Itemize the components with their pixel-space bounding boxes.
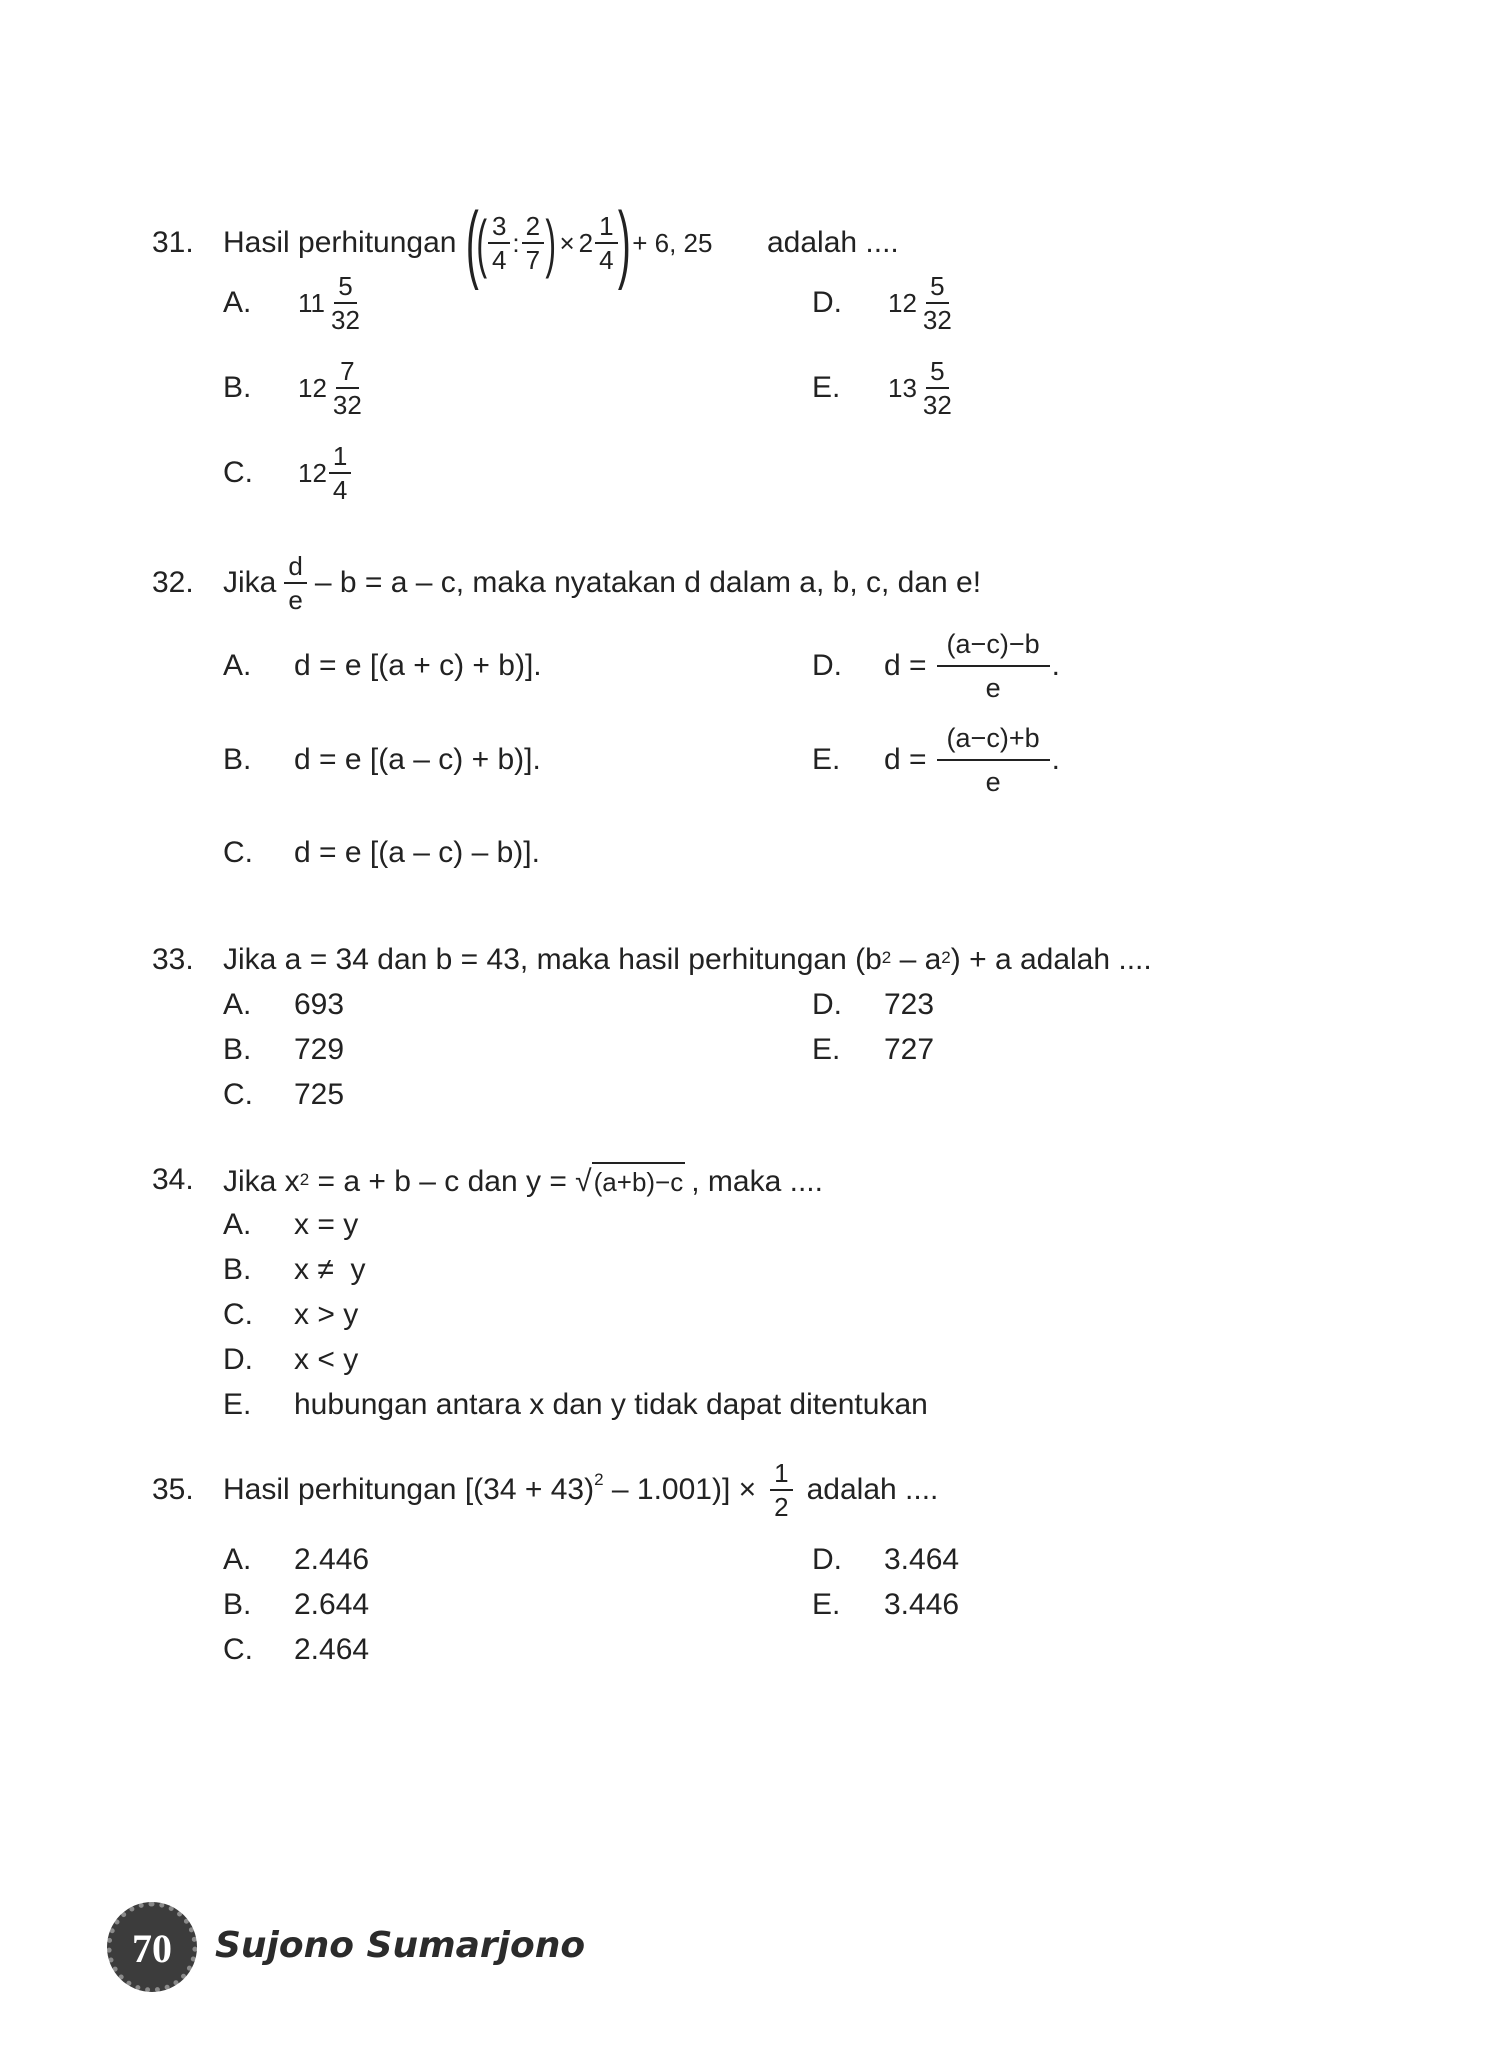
option-letter: D. bbox=[812, 1543, 842, 1576]
option-b[interactable]: 12 $\frac{7}{32}$ bbox=[298, 356, 362, 420]
option-letter: A. bbox=[223, 1543, 252, 1576]
option-e[interactable]: 3.446 bbox=[884, 1588, 960, 1621]
option-a[interactable]: d = e [(a + c) + b)]. bbox=[294, 649, 542, 682]
option-c[interactable]: 2.464 bbox=[294, 1633, 370, 1666]
question-number: 32. bbox=[152, 566, 194, 599]
question-text: Jika a = 34 dan b = 43, maka hasil perhitungan $(b^2 - a^2) + a$ adalah .... bbox=[223, 943, 1152, 976]
option-e[interactable]: d = $\frac{(a-c)+b}{e}$ . bbox=[884, 723, 1060, 797]
fraction: $\frac{d}{e}$ bbox=[284, 552, 306, 614]
option-letter: C. bbox=[223, 456, 253, 489]
option-c[interactable]: 725 bbox=[294, 1078, 345, 1111]
option-e[interactable]: hubungan antara x dan y tidak dapat ditentukan bbox=[294, 1388, 928, 1421]
fraction: $\frac{1}{4}$ bbox=[595, 212, 617, 274]
question-number: 33. bbox=[152, 943, 194, 976]
fraction: $\frac{3}{4}$ bbox=[488, 212, 510, 274]
option-e[interactable]: 13 $\frac{5}{32}$ bbox=[888, 356, 952, 420]
option-d[interactable]: x < y bbox=[294, 1343, 359, 1376]
question-number: 31. bbox=[152, 226, 194, 259]
option-letter: D. bbox=[812, 649, 842, 682]
option-a[interactable]: 2.446 bbox=[294, 1543, 370, 1576]
square-root: √ (a+b)−c bbox=[575, 1162, 685, 1200]
question-number: 35. bbox=[152, 1473, 194, 1506]
author-name: Sujono Sumarjono bbox=[215, 1925, 586, 1966]
option-a[interactable]: x = y bbox=[294, 1208, 359, 1241]
page-number: 70 bbox=[132, 1926, 172, 1971]
option-b[interactable]: d = e [(a – c) + b)]. bbox=[294, 743, 541, 776]
question-text: Jika x $^2$ = a + b – c dan y = √ (a+b)−c , maka .... bbox=[223, 1162, 823, 1200]
option-letter: B. bbox=[223, 1253, 252, 1286]
question-text: Hasil perhitungan [(34 + 43) $^2$ – 1.001)] × $\frac{1}{2}$ adalah .... bbox=[223, 1458, 939, 1522]
option-c[interactable]: d = e [(a – c) – b)]. bbox=[294, 836, 540, 869]
option-letter: B. bbox=[223, 743, 252, 776]
option-b[interactable]: 2.644 bbox=[294, 1588, 370, 1621]
option-letter: E. bbox=[812, 1588, 841, 1621]
fraction: $\frac{2}{7}$ bbox=[522, 212, 544, 274]
page-number-badge bbox=[107, 1902, 197, 1992]
option-d[interactable]: 723 bbox=[884, 988, 935, 1021]
option-letter: D. bbox=[223, 1343, 253, 1376]
option-letter: B. bbox=[223, 371, 252, 404]
question-text: Jika $\frac{d}{e}$ – b = a – c, maka nyatakan d dalam a, b, c, dan e! bbox=[223, 551, 982, 615]
question-suffix: adalah .... bbox=[767, 226, 899, 259]
fraction: $\frac{1}{2}$ bbox=[770, 1459, 792, 1521]
math-expression: ( ( $\frac{3}{4}$ : $\frac{2}{7}$ ) × 2 $\frac{1}{4}$ ) + 6, 25 bbox=[465, 195, 713, 291]
option-letter: C. bbox=[223, 836, 253, 869]
option-letter: A. bbox=[223, 649, 252, 682]
question-prefix: Hasil perhitungan bbox=[223, 226, 457, 259]
option-letter: C. bbox=[223, 1633, 253, 1666]
option-letter: E. bbox=[812, 743, 841, 776]
option-d[interactable]: 12 $\frac{5}{32}$ bbox=[888, 271, 952, 335]
option-letter: E. bbox=[812, 371, 841, 404]
option-e[interactable]: 727 bbox=[884, 1033, 935, 1066]
option-letter: D. bbox=[812, 988, 842, 1021]
option-b[interactable]: x ≠ y bbox=[294, 1253, 366, 1286]
option-letter: A. bbox=[223, 988, 252, 1021]
option-a[interactable]: 11 $\frac{5}{32}$ bbox=[298, 271, 360, 335]
option-letter: C. bbox=[223, 1078, 253, 1111]
option-letter: D. bbox=[812, 286, 842, 319]
option-letter: B. bbox=[223, 1588, 252, 1621]
question-number: 34. bbox=[152, 1163, 194, 1196]
option-b[interactable]: 729 bbox=[294, 1033, 345, 1066]
option-letter: C. bbox=[223, 1298, 253, 1331]
option-a[interactable]: 693 bbox=[294, 988, 345, 1021]
option-c[interactable]: x > y bbox=[294, 1298, 359, 1331]
question-text bbox=[223, 225, 456, 261]
option-letter: E. bbox=[812, 1033, 841, 1066]
option-letter: A. bbox=[223, 286, 252, 319]
option-letter: B. bbox=[223, 1033, 252, 1066]
option-d[interactable]: d = $\frac{(a-c)-b}{e}$ . bbox=[884, 629, 1060, 703]
option-letter: E. bbox=[223, 1388, 252, 1421]
option-c[interactable]: 12 $\frac{1}{4}$ bbox=[298, 438, 353, 508]
option-d[interactable]: 3.464 bbox=[884, 1543, 960, 1576]
option-letter: A. bbox=[223, 1208, 252, 1241]
